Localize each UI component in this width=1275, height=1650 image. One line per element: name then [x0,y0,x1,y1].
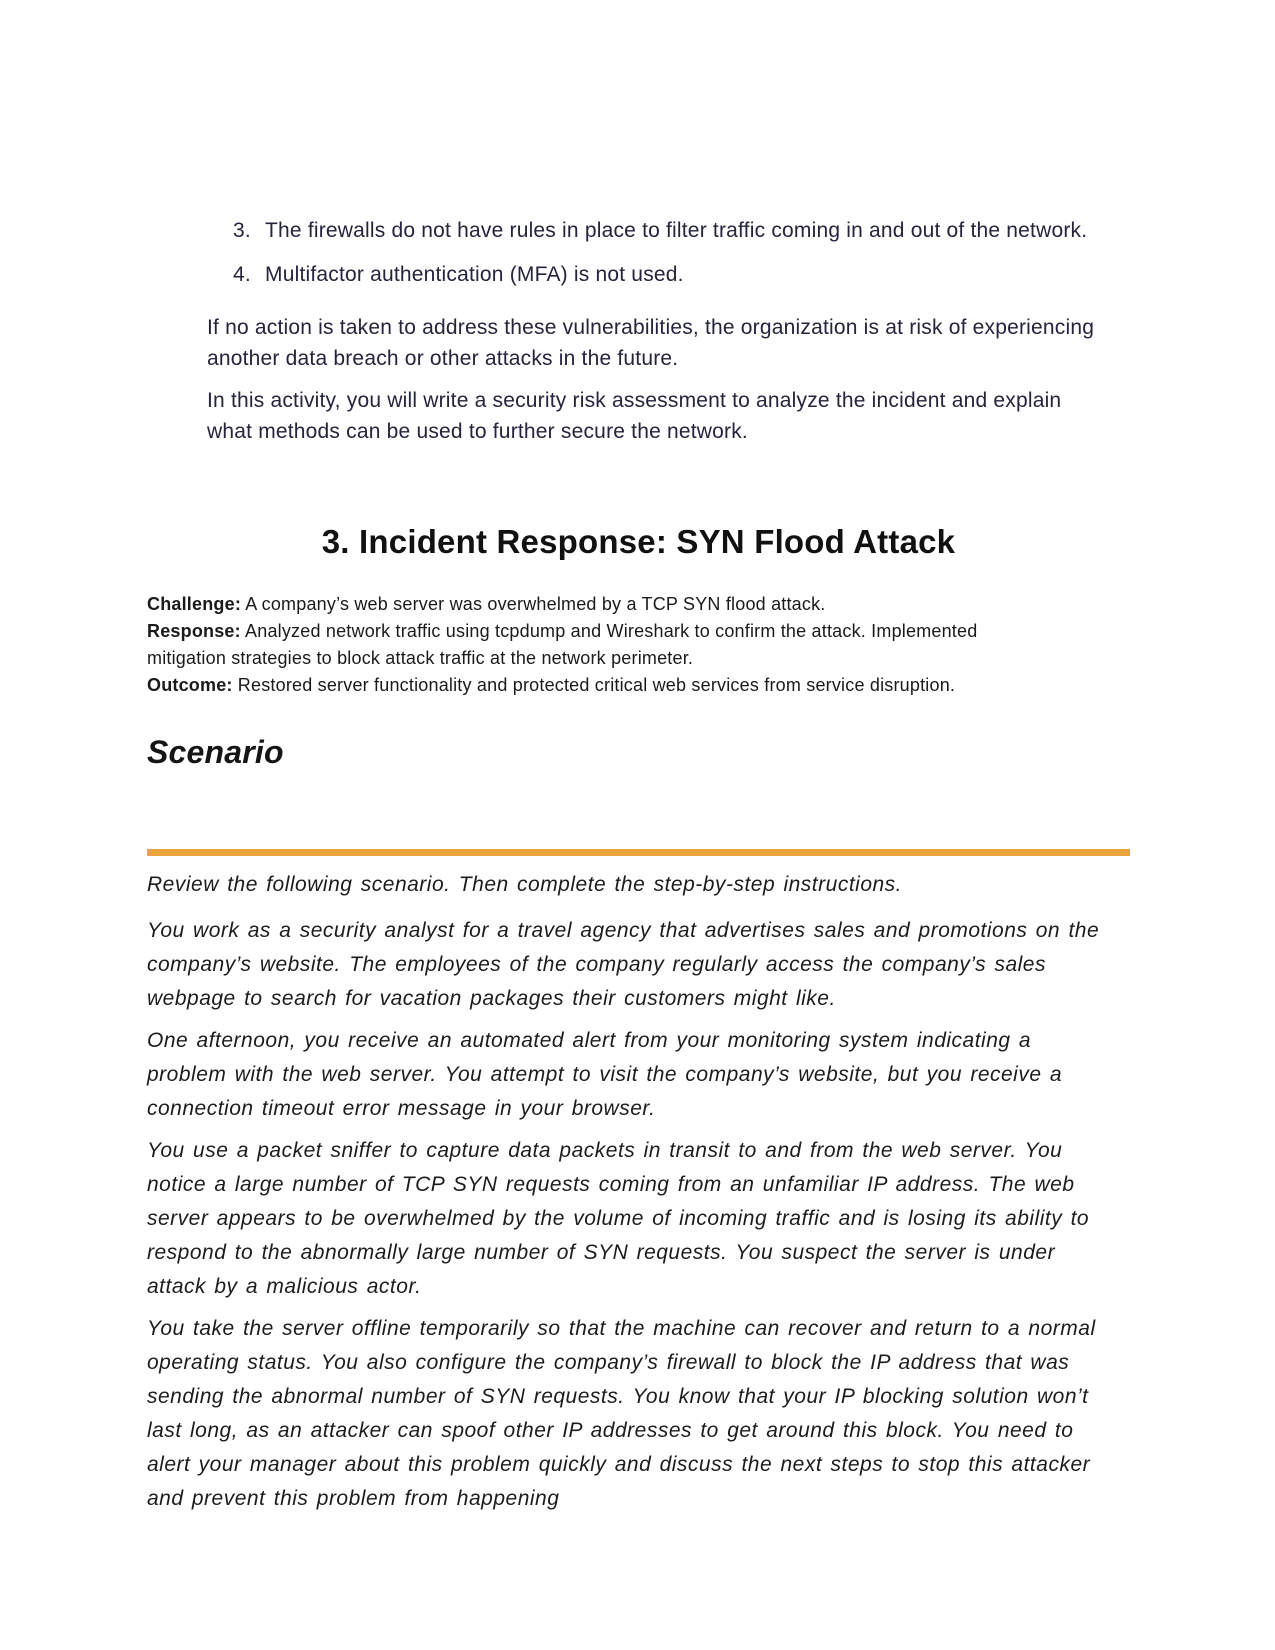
summary-text: A company’s web server was overwhelmed by a TCP SYN flood attack. [241,594,826,614]
summary-item [147,591,1059,618]
scenario-paragraph: You take the server offline temporarily so that the machine can recover and return to a normal operating status. You also configure the company’s firewall to block the IP address that was sending the abnormal number of SYN requests. You know that your IP blocking solution won’t last long, as an attacker can spoof other IP addresses to get around this block. You need to alert your manager about this problem quickly and discuss the next steps to stop this attacker and prevent this problem from happening [147,1317,1096,1510]
scenario-intro: Review the following scenario. Then complete the step-by-step instructions. [147,873,903,896]
scenario-body [147,868,1130,1516]
scenario-paragraph: You work as a security analyst for a travel agency that advertises sales and promotions on the company’s website. The employees of the company regularly access the company’s sales webpage to search for vacation packages their customers might like. [147,919,1100,1010]
document-content [147,0,1130,1516]
list-item-number: 4. [233,263,251,286]
intro-paragraph: In this activity, you will write a security risk assessment to analyze the incident and explain what methods can be used to further secure the network. [207,389,1062,443]
intro-paragraph: If no action is taken to address these vulnerabilities, the organization is at risk of experiencing another data breach or other attacks in the future. [207,316,1095,370]
incident-summary [147,591,1059,699]
list-item [233,259,1130,290]
list-item-number: 3. [233,219,251,242]
scenario-paragraph: You use a packet sniffer to capture data packets in transit to and from the web server. You notice a large number of TCP SYN requests coming from an unfamiliar IP address. The web server appears to be overwhelmed by the volume of incoming traffic and is losing its ability to respond to the abnormally large number of SYN requests. You suspect the server is under attack by a malicious actor. [147,1139,1090,1298]
section-divider [147,849,1130,856]
list-item-text: The firewalls do not have rules in place to filter traffic coming in and out of the network. [265,219,1088,242]
summary-item [147,672,1059,699]
scenario-heading: Scenario [147,734,284,770]
vulnerability-list [233,215,1130,290]
scenario-paragraph: One afternoon, you receive an automated alert from your monitoring system indicating a problem with the web server. You attempt to visit the company’s website, but you receive a connection timeout error message in your browser. [147,1029,1063,1120]
summary-text: Restored server functionality and protected critical web services from service disruption. [232,675,956,695]
summary-label: Response: [147,621,241,641]
summary-item [147,618,1059,672]
intro-section [147,215,1130,447]
summary-label: Outcome: [147,675,233,695]
summary-label: Challenge: [147,594,242,614]
incident-heading: 3. Incident Response: SYN Flood Attack [321,523,956,560]
list-item [233,215,1130,246]
list-item-text: Multifactor authentication (MFA) is not used. [265,263,684,286]
summary-text: Analyzed network traffic using tcpdump and Wireshark to confirm the attack. Implemented mitigation strategies to block attack traffic at the network perimeter. [147,621,978,668]
